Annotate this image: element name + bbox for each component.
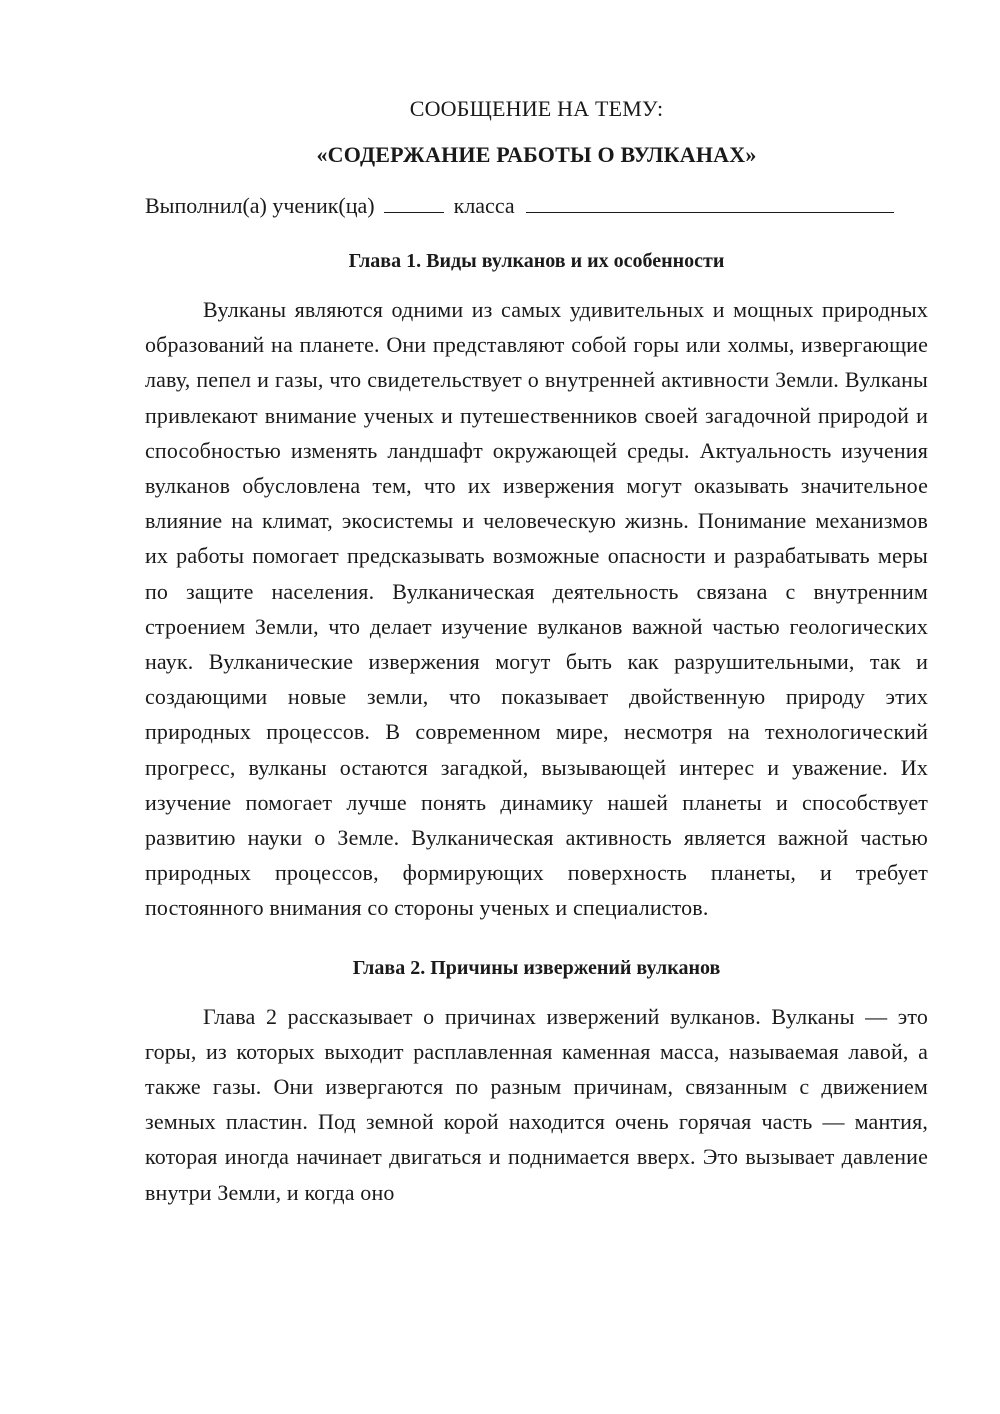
document-subtitle: «СОДЕРЖАНИЕ РАБОТЫ О ВУЛКАНАХ» [316, 142, 757, 167]
document-page [145, 93, 928, 1210]
author-name-blank [526, 192, 894, 213]
chapter2-heading: Глава 2. Причины извержений вулканов [352, 956, 721, 979]
chapter1-heading: Глава 1. Виды вулканов и их особенности [348, 250, 725, 272]
class-word: класса [453, 193, 515, 218]
author-prefix: Выполнил(а) ученик(ца) [145, 193, 375, 218]
chapter2-paragraph: Глава 2 рассказывает о причинах извержений вулканов. Вулканы — это горы, из которых выходит расплавленная каменная масса, называемая лавой, а также газы. Они извергаются по разным причинам, связанным с движением земных пластин. Под земной корой находится очень горячая часть — мантия, которая иногда начинает двигаться и поднимается вверх. Это вызывает давление внутри Земли, и когда оно [145, 1003, 928, 1205]
document-title: СООБЩЕНИЕ НА ТЕМУ: [409, 96, 664, 121]
author-line [145, 190, 928, 222]
chapter1-paragraph: Вулканы являются одними из самых удивительных и мощных природных образований на планете. Они представляют собой горы или холмы, извергающие лаву, пепел и газы, что свидетельствует о внутренней активности Земли. Вулканы привлекают внимание ученых и путешественников своей загадочной природой и способностью изменять ландшафт окружающей среды. Актуальность изучения вулканов обусловлена тем, что их извержения могут оказывать значительное влияние на климат, экосистемы и человеческую жизнь. Понимание механизмов их работы помогает предсказывать возможные опасности и разрабатывать меры по защите населения. Вулканическая деятельность связана с внутренним строением Земли, что делает изучение вулканов важной частью геологических наук. Вулканические извержения могут быть как разрушительными, так и создающими новые земли, что показывает двойственную природу этих природных процессов. В современном мире, несмотря на технологический прогресс, вулканы остаются загадкой, вызывающей интерес и уважение. Их изучение помогает лучше понять динамику нашей планеты и способствует развитию науки о Земле. Вулканическая активность является важной частью природных процессов, формирующих поверхность планеты, и требует постоянного внимания со стороны ученых и специалистов. [145, 297, 928, 921]
grade-blank [384, 192, 444, 213]
